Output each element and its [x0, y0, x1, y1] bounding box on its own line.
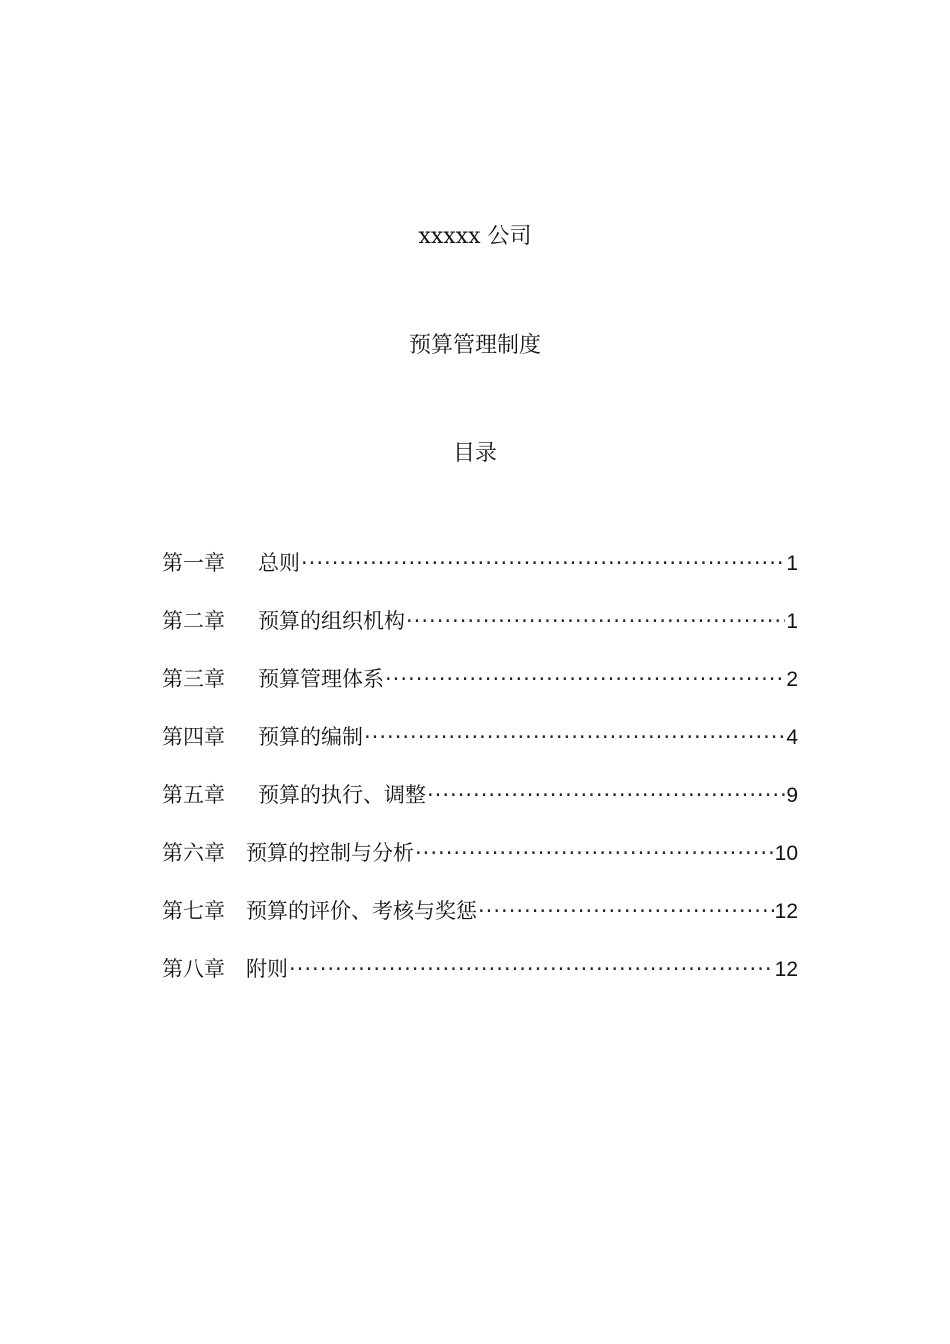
toc-entry-title: 总则: [258, 551, 300, 575]
toc-page-number: 12: [774, 900, 798, 923]
toc-entry-1[interactable]: [162, 545, 798, 603]
toc-page-number: 4: [786, 726, 798, 749]
toc-entry-4[interactable]: [162, 719, 798, 777]
toc-entry-title: 预算的执行、调整: [258, 783, 426, 807]
toc-chapter-label: 第六章: [162, 841, 225, 865]
toc-dot-leader: [406, 603, 785, 639]
toc-entry-6[interactable]: [162, 835, 798, 893]
toc-page-number: 12: [774, 958, 798, 981]
toc-dot-leader: [364, 719, 785, 755]
toc-dot-leader: [415, 835, 774, 871]
toc-dot-leader: [289, 951, 774, 987]
company-prefix: xxxxx: [418, 224, 481, 249]
toc-chapter-label: 第五章: [162, 783, 225, 807]
document-title: 预算管理制度: [408, 333, 541, 358]
company-name: [0, 222, 950, 252]
toc-chapter-label: 第七章: [162, 899, 225, 923]
toc-chapter-label: 第一章: [162, 551, 225, 575]
toc-chapter-label: 第八章: [162, 957, 225, 981]
table-of-contents: [162, 545, 798, 1009]
toc-dot-leader: [385, 661, 785, 697]
toc-page-number: 10: [774, 842, 798, 865]
toc-page-number: 2: [786, 668, 798, 691]
company-suffix: 公司: [487, 224, 532, 249]
toc-entry-5[interactable]: [162, 777, 798, 835]
toc-page-number: 1: [786, 552, 798, 575]
toc-entry-title: 预算的评价、考核与奖惩: [246, 899, 477, 923]
toc-heading: 目录: [452, 441, 497, 466]
toc-chapter-label: 第二章: [162, 609, 225, 633]
toc-entry-title: 预算管理体系: [258, 667, 384, 691]
toc-dot-leader: [301, 545, 785, 581]
toc-entry-title: 附则: [246, 957, 288, 981]
toc-entry-3[interactable]: [162, 661, 798, 719]
toc-dot-leader: [427, 777, 785, 813]
toc-entry-2[interactable]: [162, 603, 798, 661]
toc-page-number: 1: [786, 610, 798, 633]
toc-entry-title: 预算的控制与分析: [246, 841, 414, 865]
toc-entry-title: 预算的编制: [258, 725, 363, 749]
toc-chapter-label: 第三章: [162, 667, 225, 691]
toc-entry-7[interactable]: [162, 893, 798, 951]
toc-chapter-label: 第四章: [162, 725, 225, 749]
toc-dot-leader: [478, 893, 774, 929]
toc-entry-title: 预算的组织机构: [258, 609, 405, 633]
toc-entry-8[interactable]: [162, 951, 798, 1009]
toc-page-number: 9: [786, 784, 798, 807]
